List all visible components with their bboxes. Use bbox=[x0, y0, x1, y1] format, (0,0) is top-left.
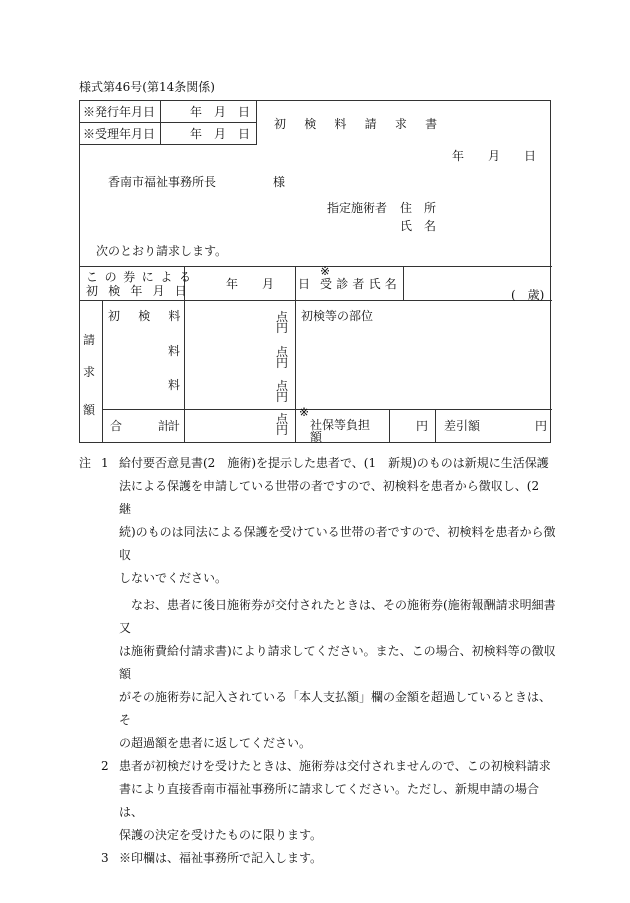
request-date-field[interactable]: 年 月 日 bbox=[452, 149, 537, 163]
exam-date-label-line2: 初検年月日 bbox=[86, 284, 198, 298]
exam-row-mark: ※ bbox=[320, 264, 331, 278]
honorific: 様 bbox=[273, 175, 286, 189]
note-1-line-2: 法による保護を申請している世帯の者ですので、初検料を患者から徴収し、(2 継 bbox=[119, 479, 552, 516]
note-3-number: 3 bbox=[101, 851, 109, 865]
exam-row-bottom-line bbox=[80, 300, 552, 301]
claim-row-1-ten: 点 bbox=[276, 310, 289, 324]
note-item-1 bbox=[79, 452, 559, 590]
amount-col-divider bbox=[295, 266, 296, 443]
body-part-label: 初検等の部位 bbox=[301, 309, 374, 323]
claim-row-3-yen: 円 bbox=[276, 390, 289, 404]
total-ten: 点 bbox=[276, 412, 289, 426]
total-label-end: 計 bbox=[168, 419, 181, 433]
side-label-2: 求 bbox=[83, 365, 96, 379]
address-label: 住 所 bbox=[400, 201, 437, 215]
total-row-line bbox=[102, 409, 552, 410]
note-2-number: 2 bbox=[101, 759, 109, 773]
note-2-line-1: 患者が初検だけを受けたときは、施術券は交付されませんので、この初検料請求 bbox=[119, 759, 551, 773]
header-col-divider bbox=[160, 101, 161, 145]
note-1-line-3: 続)のものは同法による保護を受けている世帯の者ですので、初検料を患者から徴収 bbox=[119, 525, 556, 562]
exam-row-top-line bbox=[80, 266, 552, 267]
total-yen: 円 bbox=[276, 423, 289, 437]
insurance-col-divider bbox=[389, 410, 390, 443]
insurance-yen: 円 bbox=[416, 419, 429, 433]
request-statement: 次のとおり請求します。 bbox=[96, 244, 228, 258]
patient-col-divider bbox=[403, 266, 404, 300]
note-item-3 bbox=[79, 847, 559, 870]
document-title: 初 検 料 請 求 書 bbox=[274, 117, 445, 131]
side-label-1: 請 bbox=[83, 333, 96, 347]
total-label: 合 計 bbox=[110, 419, 171, 433]
deduction-col-divider bbox=[435, 410, 436, 443]
note-1-line-1: 給付要否意見書(2 施術)を提示した患者で、(1 新規)のものは新規に生活保護 bbox=[119, 456, 549, 470]
receipt-date-field[interactable]: 年 月 日 bbox=[190, 127, 251, 141]
note-2-line-2: 書により直接香南市福祉事務所に請求してください。ただし、新規申請の場合は、 bbox=[119, 782, 540, 819]
note-1-number: 1 bbox=[101, 456, 109, 470]
note-item-2 bbox=[79, 755, 559, 847]
issue-date-label: ※発行年月日 bbox=[83, 105, 156, 119]
exam-date-field[interactable]: 年 月 日 bbox=[226, 277, 311, 291]
note-3-line-1: ※印欄は、福祉事務所で記入します。 bbox=[119, 851, 323, 865]
note-1b-line-4: の超過額を患者に返してください。 bbox=[119, 736, 312, 750]
note-item-1b bbox=[79, 594, 559, 755]
header-bottom-divider bbox=[80, 144, 256, 145]
notes-prefix: 注 bbox=[79, 456, 92, 470]
form-number-label: 様式第46号(第14条関係) bbox=[79, 80, 215, 94]
insurance-label: 社保等負担 bbox=[310, 418, 371, 432]
claim-row-1-yen: 円 bbox=[276, 321, 289, 335]
receipt-date-label: ※受理年月日 bbox=[83, 127, 156, 141]
designated-practitioner-label: 指定施術者 bbox=[327, 201, 388, 215]
note-1b-line-3: がその施術券に記入されている「本人支払額」欄の金額を超過しているときは、そ bbox=[119, 690, 552, 727]
claim-row-3-label: 料 bbox=[168, 378, 181, 392]
side-label-divider bbox=[102, 301, 103, 443]
note-1b-line-1: なお、患者に後日施術券が交付されたときは、その施術券(施術報酬請求明細書又 bbox=[119, 598, 556, 635]
exam-date-label-line1: この券による bbox=[86, 270, 198, 284]
note-2-line-3: 保護の決定を受けたものに限ります。 bbox=[119, 828, 323, 842]
header-row-divider bbox=[80, 122, 256, 123]
notes-section bbox=[79, 452, 559, 870]
note-1b-line-2: は施術費給付請求書)により請求してください。また、この場合、初検料等の徴収額 bbox=[119, 644, 556, 681]
deduction-yen: 円 bbox=[535, 419, 548, 433]
addressee: 香南市福祉事務所長 bbox=[108, 175, 217, 189]
claim-row-3-ten: 点 bbox=[276, 379, 289, 393]
patient-name-label: 受診者氏名 bbox=[320, 277, 402, 291]
side-label-3: 額 bbox=[83, 403, 96, 417]
claim-row-2-yen: 円 bbox=[276, 356, 289, 370]
header-right-divider bbox=[256, 101, 257, 145]
insurance-label-2: 額 bbox=[310, 430, 323, 444]
issue-date-field[interactable]: 年 月 日 bbox=[190, 105, 251, 119]
deduction-label: 差引額 bbox=[444, 419, 481, 433]
patient-age[interactable]: ( 歳) bbox=[511, 288, 545, 302]
insurance-mark: ※ bbox=[299, 405, 310, 419]
claim-form-table bbox=[79, 100, 551, 443]
note-1-line-4: しないでください。 bbox=[119, 571, 228, 585]
claim-row-2-label: 料 bbox=[168, 344, 181, 358]
name-label: 氏 名 bbox=[400, 219, 437, 233]
claim-row-2-ten: 点 bbox=[276, 345, 289, 359]
claim-row-1-label: 初 検 料 bbox=[108, 309, 188, 323]
